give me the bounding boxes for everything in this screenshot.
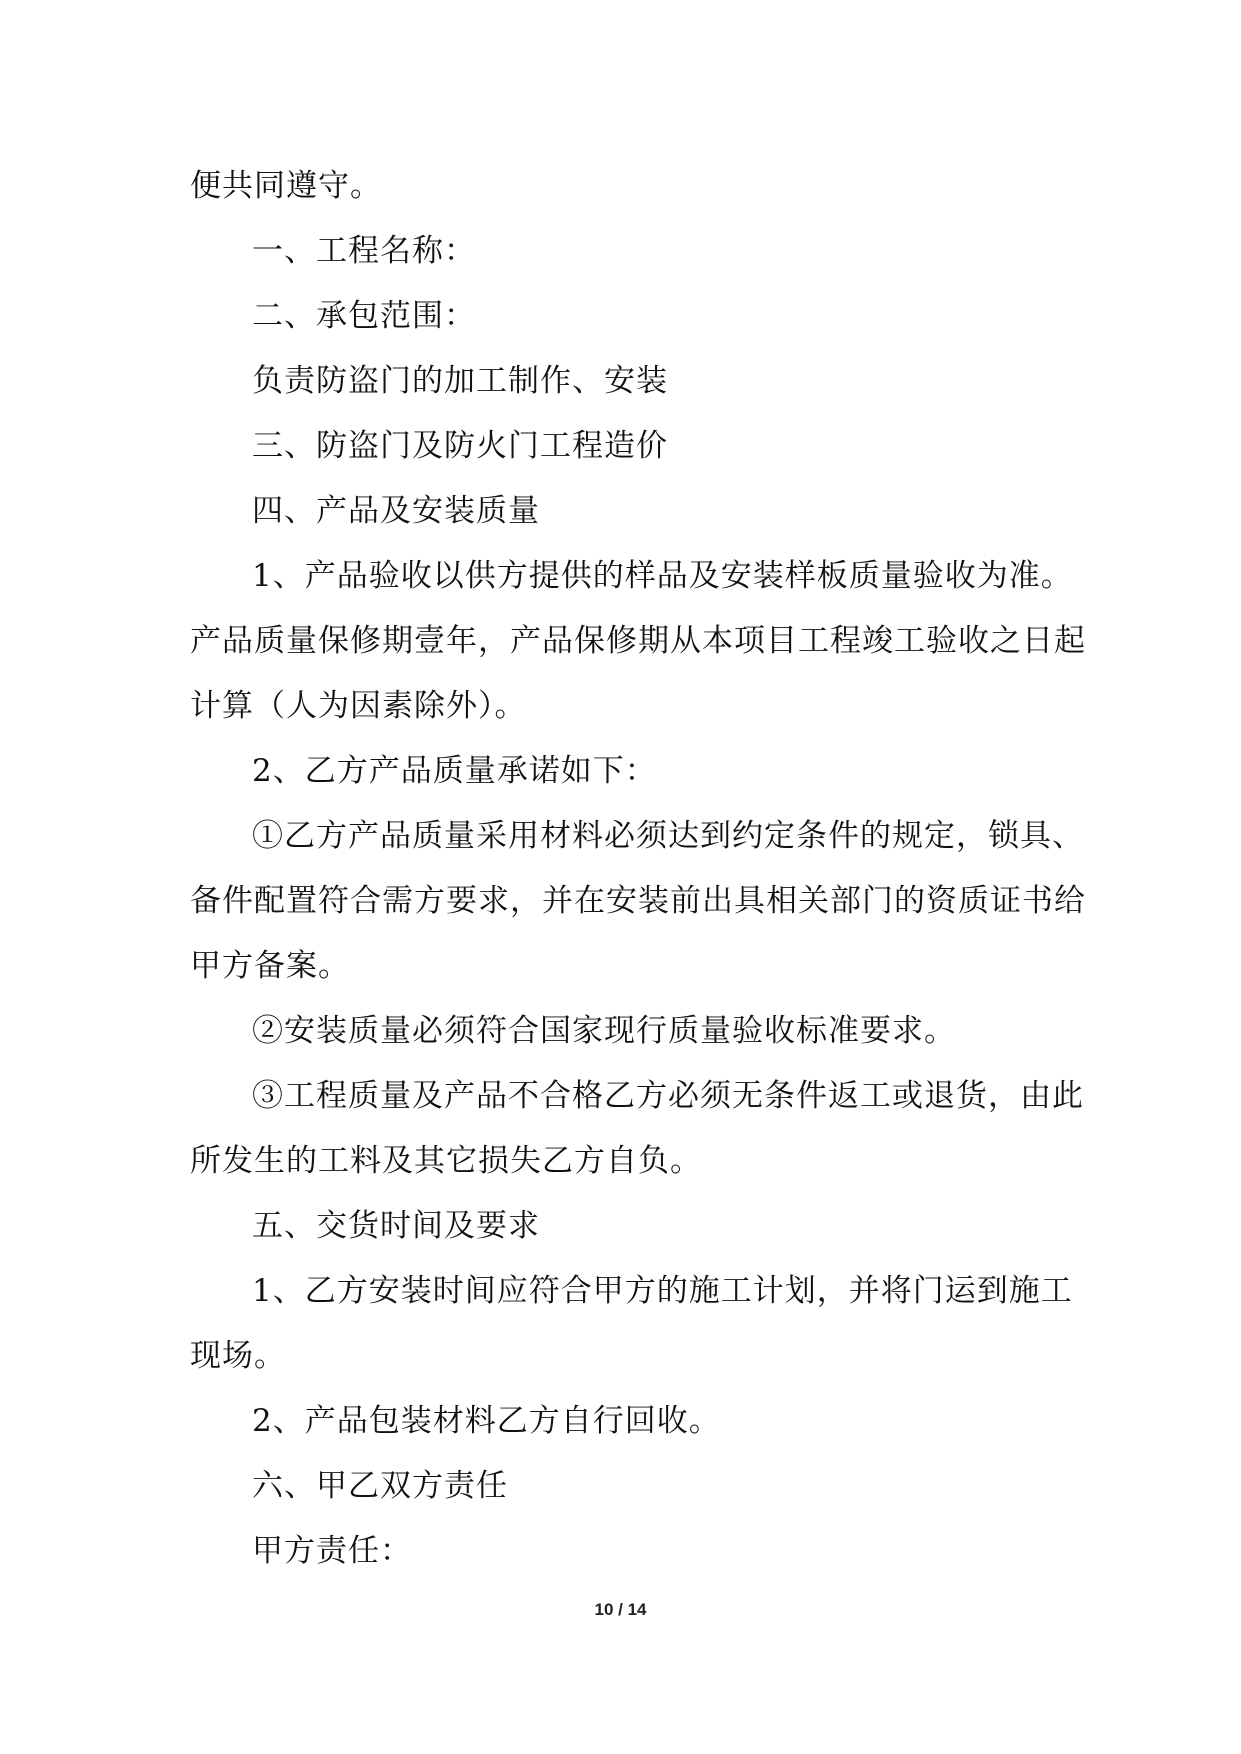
text-line: 产品质量保修期壹年，产品保修期从本项目工程竣工验收之日起 bbox=[190, 623, 1086, 659]
text-line: 所发生的工料及其它损失乙方自负。 bbox=[190, 1143, 702, 1179]
section-heading: 三、防盗门及防火门工程造价 bbox=[252, 428, 668, 464]
text-line: 甲方备案。 bbox=[190, 948, 350, 984]
section-heading: 一、工程名称： bbox=[252, 233, 476, 269]
section-heading: 四、产品及安装质量 bbox=[252, 493, 540, 529]
page-number: 10 / 14 bbox=[594, 1600, 647, 1619]
text-line: 甲方责任： bbox=[252, 1533, 412, 1569]
text-line: 负责防盗门的加工制作、安装 bbox=[252, 363, 668, 399]
document-body bbox=[190, 154, 1086, 1584]
section-heading: 五、交货时间及要求 bbox=[252, 1208, 540, 1244]
text-line: ①乙方产品质量采用材料必须达到约定条件的规定，锁具、 bbox=[252, 818, 1084, 854]
section-heading: 六、甲乙双方责任 bbox=[252, 1468, 508, 1504]
text-line: ②安装质量必须符合国家现行质量验收标准要求。 bbox=[252, 1013, 956, 1049]
text-line: 现场。 bbox=[190, 1338, 286, 1374]
section-heading: 二、承包范围： bbox=[252, 298, 476, 334]
text-line: 备件配置符合需方要求，并在安装前出具相关部门的资质证书给 bbox=[190, 883, 1086, 919]
text-line: 1、乙方安装时间应符合甲方的施工计划，并将门运到施工 bbox=[252, 1273, 1073, 1309]
text-line: 1、产品验收以供方提供的样品及安装样板质量验收为准。 bbox=[252, 558, 1073, 594]
text-line: 2、乙方产品质量承诺如下： bbox=[252, 753, 657, 789]
text-line: 计算（人为因素除外）。 bbox=[190, 688, 527, 724]
text-line: 便共同遵守。 bbox=[190, 168, 382, 204]
text-line: 2、产品包装材料乙方自行回收。 bbox=[252, 1403, 721, 1439]
text-line: ③工程质量及产品不合格乙方必须无条件返工或退货，由此 bbox=[252, 1078, 1084, 1114]
